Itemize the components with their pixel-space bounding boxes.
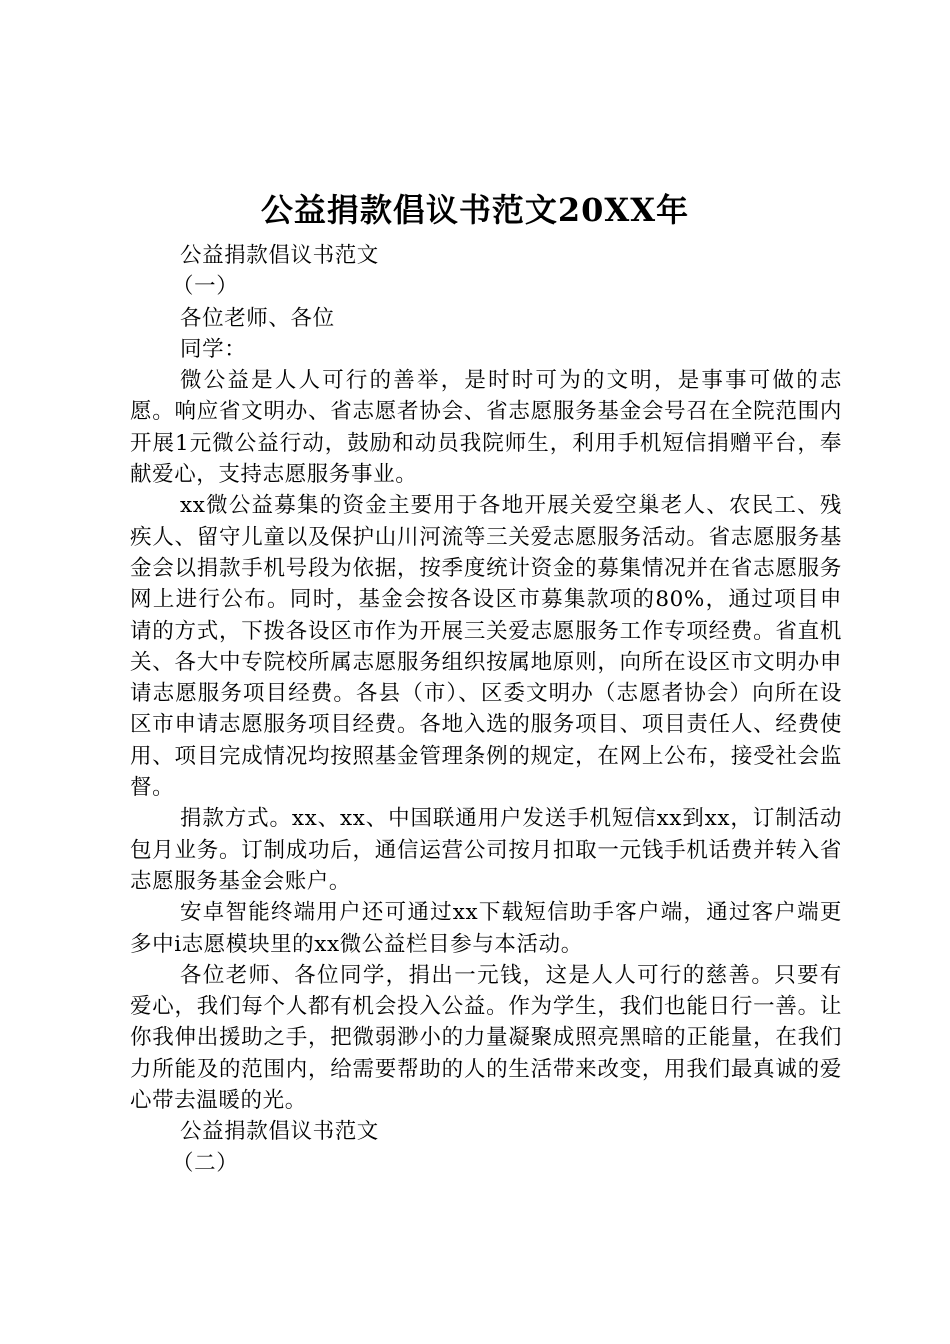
document-body xyxy=(130,240,842,1179)
salutation-line-1: 各位老师、各位 xyxy=(180,305,335,331)
section-number-2: （二） xyxy=(172,1150,239,1176)
section-number-1: （一） xyxy=(172,274,239,300)
body-paragraph: xx微公益募集的资金主要用于各地开展关爱空巢老人、农民工、残疾人、留守儿童以及保护山川河流等三关爱志愿服务活动。省志愿服务基金会以捐款手机号段为依据，按季度统计资金的募集情况并在省志愿服务网上进行公布。同时，基金会按各设区市募集款项的80%，通过项目申请的方式，下拨各设区市作为开展三关爱志愿服务工作专项经费。省直机关、各大中专院校所属志愿服务组织按属地原则，向所在设区市文明办申请志愿服务项目经费。各县（市）、区委文明办（志愿者协会）向所在设区市申请志愿服务项目经费。各地入选的服务项目、项目责任人、经费使用、项目完成情况均按照基金管理条例的规定，在网上公布，接受社会监督。 xyxy=(130,493,842,801)
body-paragraph: 微公益是人人可行的善举，是时时可为的文明，是事事可做的志愿。响应省文明办、省志愿者协会、省志愿服务基金会号召在全院范围内开展1元微公益行动，鼓励和动员我院师生，利用手机短信捐赠平台，奉献爱心，支持志愿服务事业。 xyxy=(130,368,842,488)
body-paragraph: 捐款方式。xx、xx、中国联通用户发送手机短信xx到xx，订制活动包月业务。订制成功后，通信运营公司按月扣取一元钱手机话费并转入省志愿服务基金会账户。 xyxy=(130,806,842,894)
section-heading-1: 公益捐款倡议书范文 xyxy=(180,243,379,268)
body-paragraph: 安卓智能终端用户还可通过xx下载短信助手客户端，通过客户端更多中i志愿模块里的xx微公益栏目参与本活动。 xyxy=(130,900,842,957)
salutation-line-2: 同学： xyxy=(180,336,247,362)
section-heading-2: 公益捐款倡议书范文 xyxy=(180,1119,379,1145)
body-paragraph: 各位老师、各位同学，捐出一元钱，这是人人可行的慈善。只要有爱心，我们每个人都有机会投入公益。作为学生，我们也能日行一善。让你我伸出援助之手，把微弱渺小的力量凝聚成照亮黑暗的正能量，在我们力所能及的范围内，给需要帮助的人的生活带来改变，用我们最真诚的爱心带去温暖的光。 xyxy=(130,962,842,1114)
document-title: 公益捐款倡议书范文20XX年 xyxy=(260,191,690,229)
